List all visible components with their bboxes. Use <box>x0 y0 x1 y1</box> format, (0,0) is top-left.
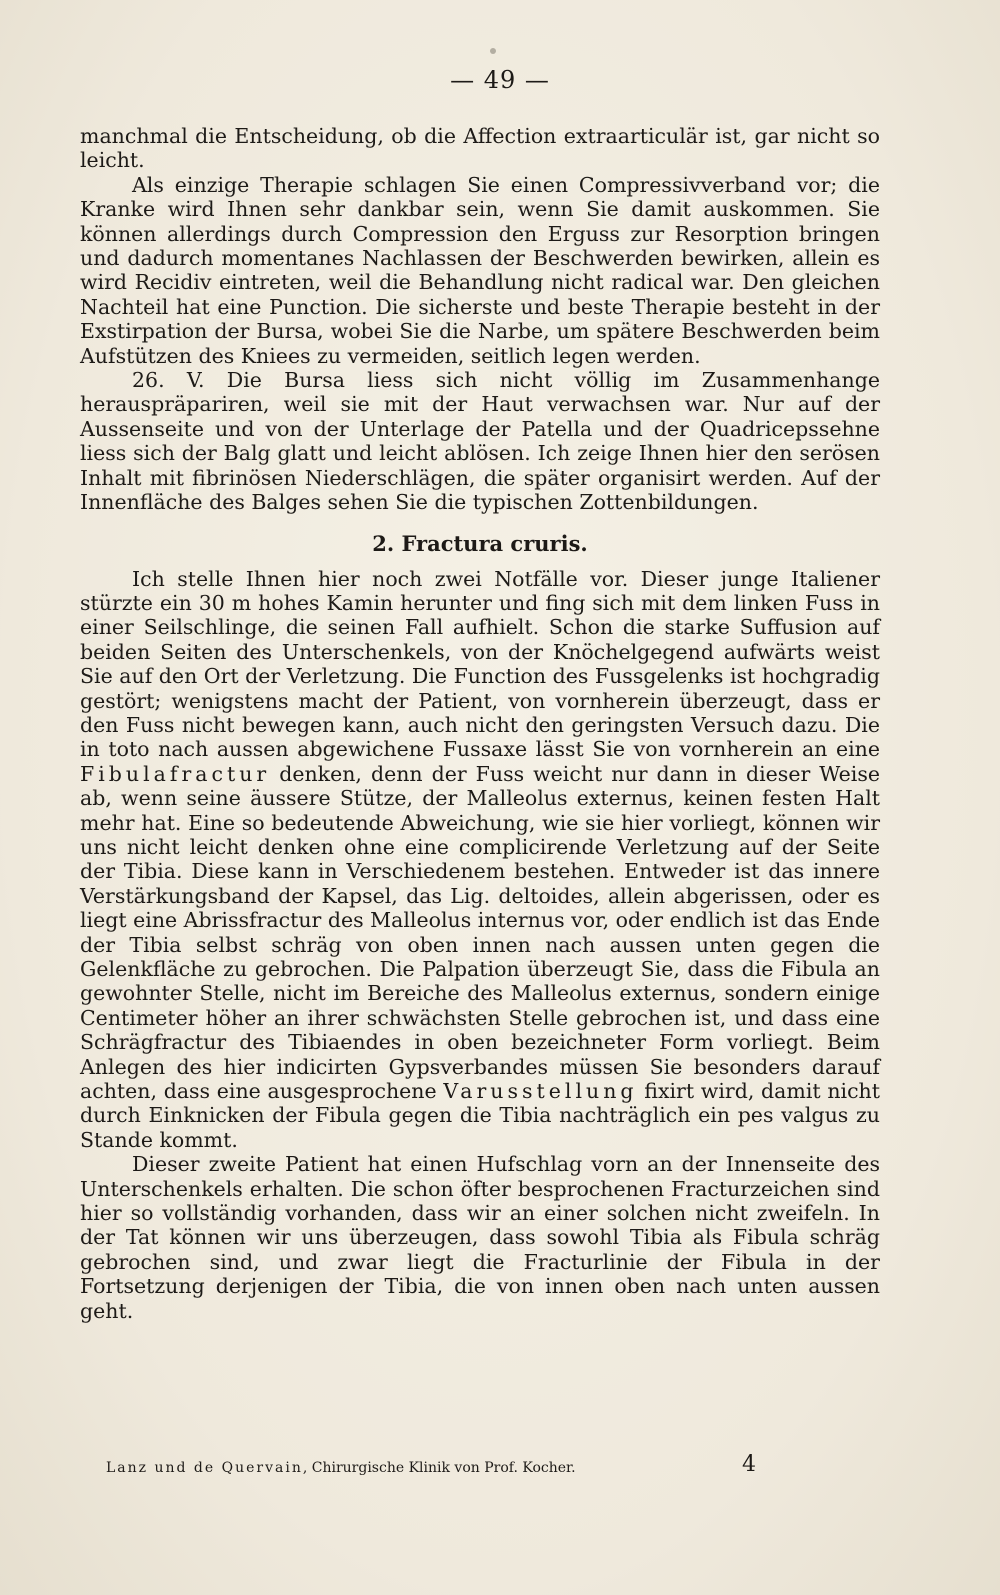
sheet-signature: 4 <box>742 1452 756 1477</box>
body-text <box>80 124 880 1323</box>
ink-speck <box>490 48 496 54</box>
paragraph-4-part-e: fixirt wird, damit nicht durch Einknicken der Fibula gegen die Tibia nachträglich ein pes valgus zu Stande kommt. <box>80 1079 881 1152</box>
paragraph-5: Dieser zweite Patient hat einen Hufschlag vorn an der Innenseite des Unterschenkels erhalten. Die schon öfter besprochenen Fracturzeichen sind hier so vollständig vorhanden, dass wir an einer solchen nicht zweifeln. In der Tat können wir uns überzeugen, dass sowohl Tibia als Fibula schräg gebrochen sind, und zwar liegt die Fracturlinie der Fibula in der Fortsetzung derjenigen der Tibia, die von innen oben nach unten aussen geht. <box>80 1152 880 1323</box>
emphasis-fibulafractur: Fibulafractur <box>80 761 271 786</box>
footer-title: , Chirurgische Klinik von Prof. Kocher. <box>302 1460 576 1476</box>
paragraph-1: manchmal die Entscheidung, ob die Affection extraarticulär ist, gar nicht so leicht. <box>80 124 880 173</box>
footer-authors: Lanz und de Quervain <box>106 1460 303 1476</box>
paragraph-4-part-c: denken, denn der Fuss weicht nur dann in dieser Weise ab, wenn seine äussere Stütze, der Malleolus externus, keinen festen Halt mehr hat. Eine so bedeutende Abweichung, wie sie hier vorliegt, können wir uns nicht leicht denken ohne eine complicirende Verletzung auf der Seite der Tibia. Diese kann in Verschiedenem bestehen. Entweder ist das innere Verstärkungsband der Kapsel, das Lig. deltoides, allein abgerissen, oder es liegt eine Abrissfractur des Malleolus internus vor, oder endlich ist das Ende der Tibia selbst schräg von oben innen nach aussen unten gegen die Gelenkfläche zu gebrochen. Die Palpation überzeugt Sie, dass die Fibula an gewohnter Stelle, nicht im Bereiche des Malleolus externus, sondern einige Centimeter höher an ihrer schwächsten Stelle gebrochen ist, und dass eine Schrägfractur des Tibiaendes in oben bezeichneter Form vorliegt. Beim Anlegen des hier indicirten Gypsverbandes müssen Sie besonders darauf achten, dass eine ausgesprochene <box>80 761 880 1104</box>
paragraph-2: Als einzige Therapie schlagen Sie einen Compressivverband vor; die Kranke wird Ihnen sehr dankbar sein, wenn Sie damit auskommen. Sie können allerdings durch Compression den Erguss zur Resorption bringen und dadurch momentanes Nachlassen der Beschwerden bewirken, allein es wird Recidiv eintreten, weil die Behandlung nicht radical war. Den gleichen Nachteil hat eine Punction. Die sicherste und beste Therapie besteht in der Exstirpation der Bursa, wobei Sie die Narbe, um spätere Beschwerden beim Aufstützen des Kniees zu vermeiden, seitlich legen werden. <box>80 172 880 368</box>
section-title: 2. Fractura cruris. <box>372 530 588 556</box>
footer-signature-line <box>106 1460 786 1476</box>
page-number: — 49 — <box>450 66 550 94</box>
paragraph-4-part-a: Ich stelle Ihnen hier noch zwei Notfälle vor. Dieser junge Italiener stürzte ein 30 m hohes Kamin herunter und fing sich mit dem linken Fuss in einer Seilschlinge, die seinen Fall aufhielt. Schon die starke Suffusion auf beiden Seiten des Unterschenkels, von der Knöchelgegend aufwärts weist Sie auf den Ort der Verletzung. Die Function des Fussgelenks ist hochgradig gestört; wenigstens macht der Patient, von vornherein überzeugt, dass er den Fuss nicht bewegen kann, auch nicht den geringsten Versuch dazu. Die in toto nach aussen abgewichene Fussaxe lässt Sie von vornherein an eine <box>80 566 880 762</box>
paragraph-4 <box>80 567 880 1153</box>
paragraph-3: 26. V. Die Bursa liess sich nicht völlig im Zusammenhange herauspräpariren, weil sie mit der Haut verwachsen war. Nur auf der Aussenseite und von der Unterlage der Patella und der Quadricepssehne liess sich der Balg glatt und leicht ablösen. Ich zeige Ihnen hier den serösen Inhalt mit fibrinösen Niederschlägen, die später organisirt werden. Auf der Innenfläche des Balges sehen Sie die typischen Zottenbildungen. <box>80 368 880 515</box>
emphasis-varusstellung: Varusstellung <box>443 1079 638 1104</box>
